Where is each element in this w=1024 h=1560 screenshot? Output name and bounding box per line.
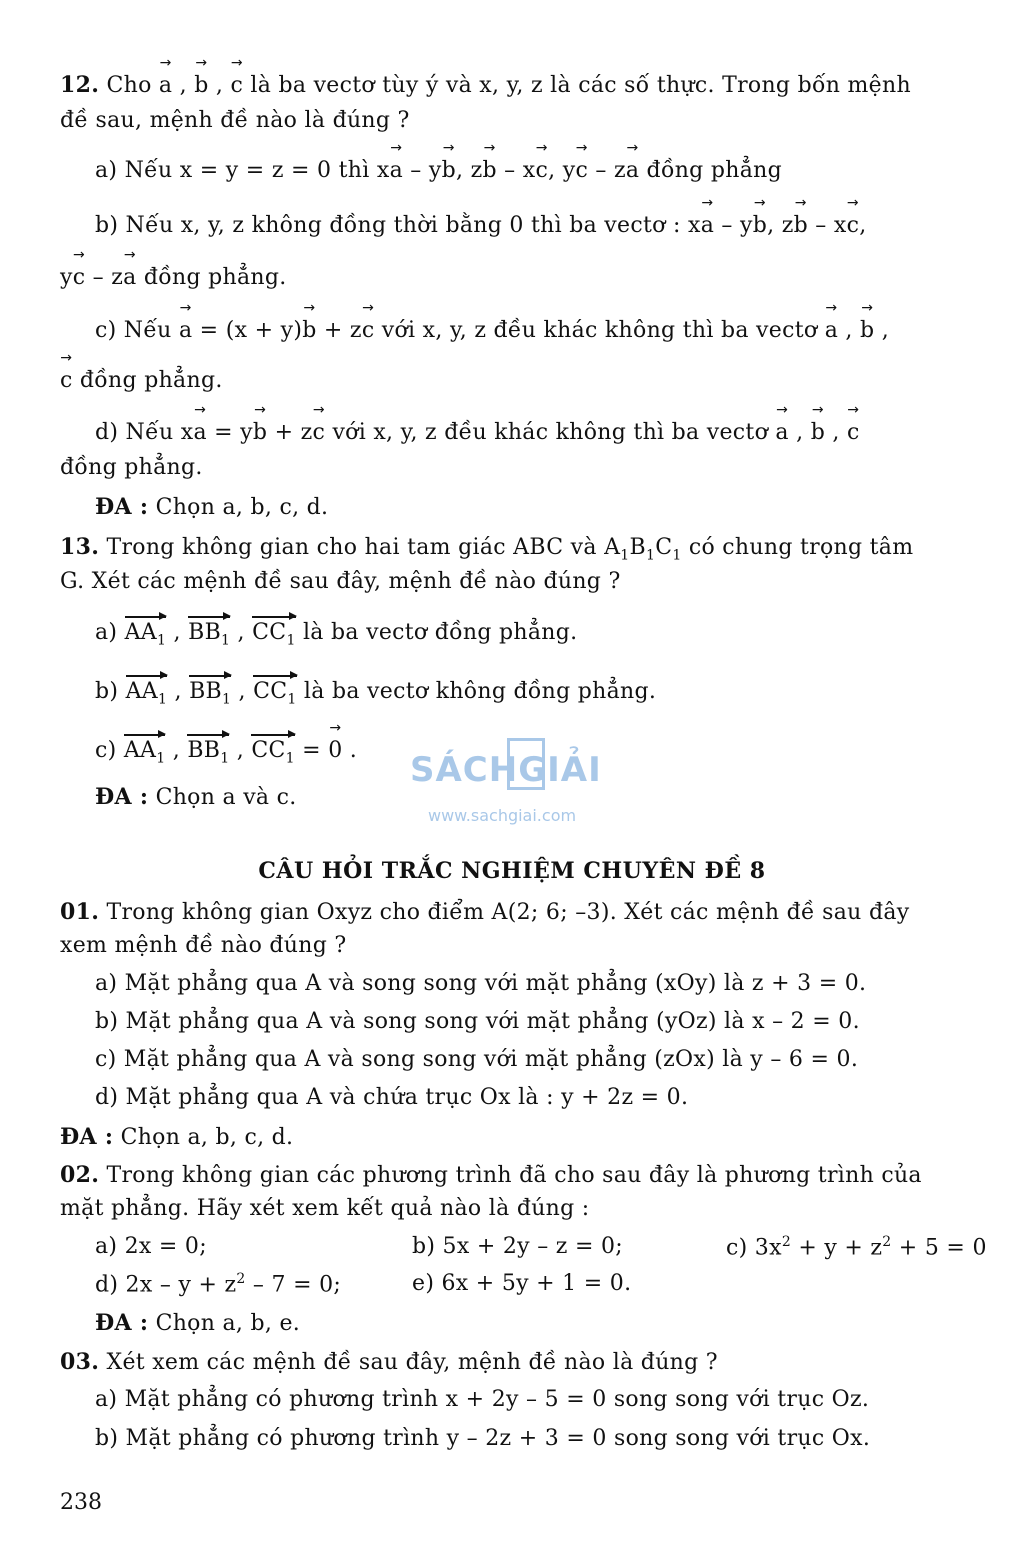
q12-option-d: d) Nếu x→ a = y→ b + z→ c với x, y, z đều khác không thì ba vectơ → a , → b , → c [95, 420, 860, 445]
q12-option-d-cont: đồng phẳng. [60, 455, 203, 480]
q02-number: 02. [60, 1162, 100, 1188]
q02-option-c: c) $3x^2 + y + z^2 + 5 = 0$ [726, 1234, 987, 1261]
q02-option-e: e) 6x + 5y + 1 = 0. [412, 1271, 632, 1296]
q13-option-a: a) $AA_1$ , $BB_1$ , $CC_1$ là ba vectơ đồng phẳng. [95, 620, 578, 649]
q01-option-c: c) Mặt phẳng qua A và song song với mặt phẳng (zOx) là y – 6 = 0. [95, 1047, 859, 1072]
q01-option-b: b) Mặt phẳng qua A và song song với mặt phẳng (yOz) là x – 2 = 0. [95, 1009, 860, 1034]
q12-option-c-cont: → c đồng phẳng. [60, 368, 223, 393]
q12-line2: đề sau, mệnh đề nào là đúng ? [60, 108, 410, 133]
q12-line1: 12. Cho → a , → b , → c là ba vectơ tùy ý và x, y, z là các số thực. Trong bốn mệnh [60, 72, 911, 98]
page-number: 238 [60, 1490, 102, 1515]
q03-line1: 03. Xét xem các mệnh đề sau đây, mệnh đề nào là đúng ? [60, 1349, 718, 1375]
q02-option-d: d) $2x - y + z^2 - 7 = 0$; [95, 1271, 342, 1298]
q13-number: 13. [60, 534, 100, 560]
q01-line2: xem mệnh đề nào đúng ? [60, 933, 347, 958]
q12-number: 12. [60, 72, 100, 98]
q01-line1: 01. Trong không gian Oxyz cho điểm A(2; 6; –3). Xét các mệnh đề sau đây [60, 899, 910, 925]
q02-line1: 02. Trong không gian các phương trình đã cho sau đây là phương trình của [60, 1162, 922, 1188]
q01-answer: ĐA : Chọn a, b, c, d. [60, 1124, 294, 1150]
watermark-logo [410, 730, 620, 825]
section-heading: CÂU HỎI TRẮC NGHIỆM CHUYÊN ĐỀ 8 [258, 858, 766, 884]
q13-line2: G. Xét các mệnh đề sau đây, mệnh đề nào đúng ? [60, 569, 621, 594]
q02-option-b: b) 5x + 2y – z = 0; [412, 1234, 624, 1259]
q12-answer: ĐA : Chọn a, b, c, d. [95, 494, 329, 520]
q13-option-c: c) $AA_1$ , $BB_1$ , $CC_1$ = → 0 . [95, 738, 357, 766]
q02-line2: mặt phẳng. Hãy xét xem kết quả nào là đúng : [60, 1196, 590, 1221]
q13-line1: 13. Trong không gian cho hai tam giác ABC và $A_1B_1C_1$ có chung trọng tâm [60, 534, 914, 564]
watermark-url: www.sachgiai.com [428, 806, 577, 825]
watermark-brand: SÁCHGIẢI [410, 750, 602, 790]
q03-option-a: a) Mặt phẳng có phương trình x + 2y – 5 = 0 song song với trục Oz. [95, 1387, 870, 1412]
q03-option-b: b) Mặt phẳng có phương trình y – 2z + 3 = 0 song song với trục Ox. [95, 1426, 871, 1451]
q01-option-a: a) Mặt phẳng qua A và song song với mặt phẳng (xOy) là z + 3 = 0. [95, 971, 867, 996]
q01-option-d: d) Mặt phẳng qua A và chứa trục Ox là : y + 2z = 0. [95, 1085, 689, 1110]
q12-option-c: c) Nếu → a = (x + y)→ b + z→ c với x, y, z đều khác không thì ba vectơ → a , → b , [95, 318, 889, 343]
q12-option-a: a) Nếu x = y = z = 0 thì x→ a – y→ b, z→ b – x→ c, y→ c – z→ a đồng phẳng [95, 158, 782, 183]
q12-option-b: b) Nếu x, y, z không đồng thời bằng 0 thì ba vectơ : x→ a – y→ b, z→ b – x→ c, [95, 213, 867, 238]
q13-answer: ĐA : Chọn a và c. [95, 784, 297, 810]
q13-option-b: b) $AA_1$ , $BB_1$ , $CC_1$ là ba vectơ không đồng phẳng. [95, 679, 657, 708]
q02-option-a: a) 2x = 0; [95, 1234, 207, 1259]
q01-number: 01. [60, 899, 100, 925]
q03-number: 03. [60, 1349, 100, 1375]
q12-option-b-cont: y→ c – z→ a đồng phẳng. [60, 265, 287, 290]
q02-answer: ĐA : Chọn a, b, e. [95, 1310, 301, 1336]
